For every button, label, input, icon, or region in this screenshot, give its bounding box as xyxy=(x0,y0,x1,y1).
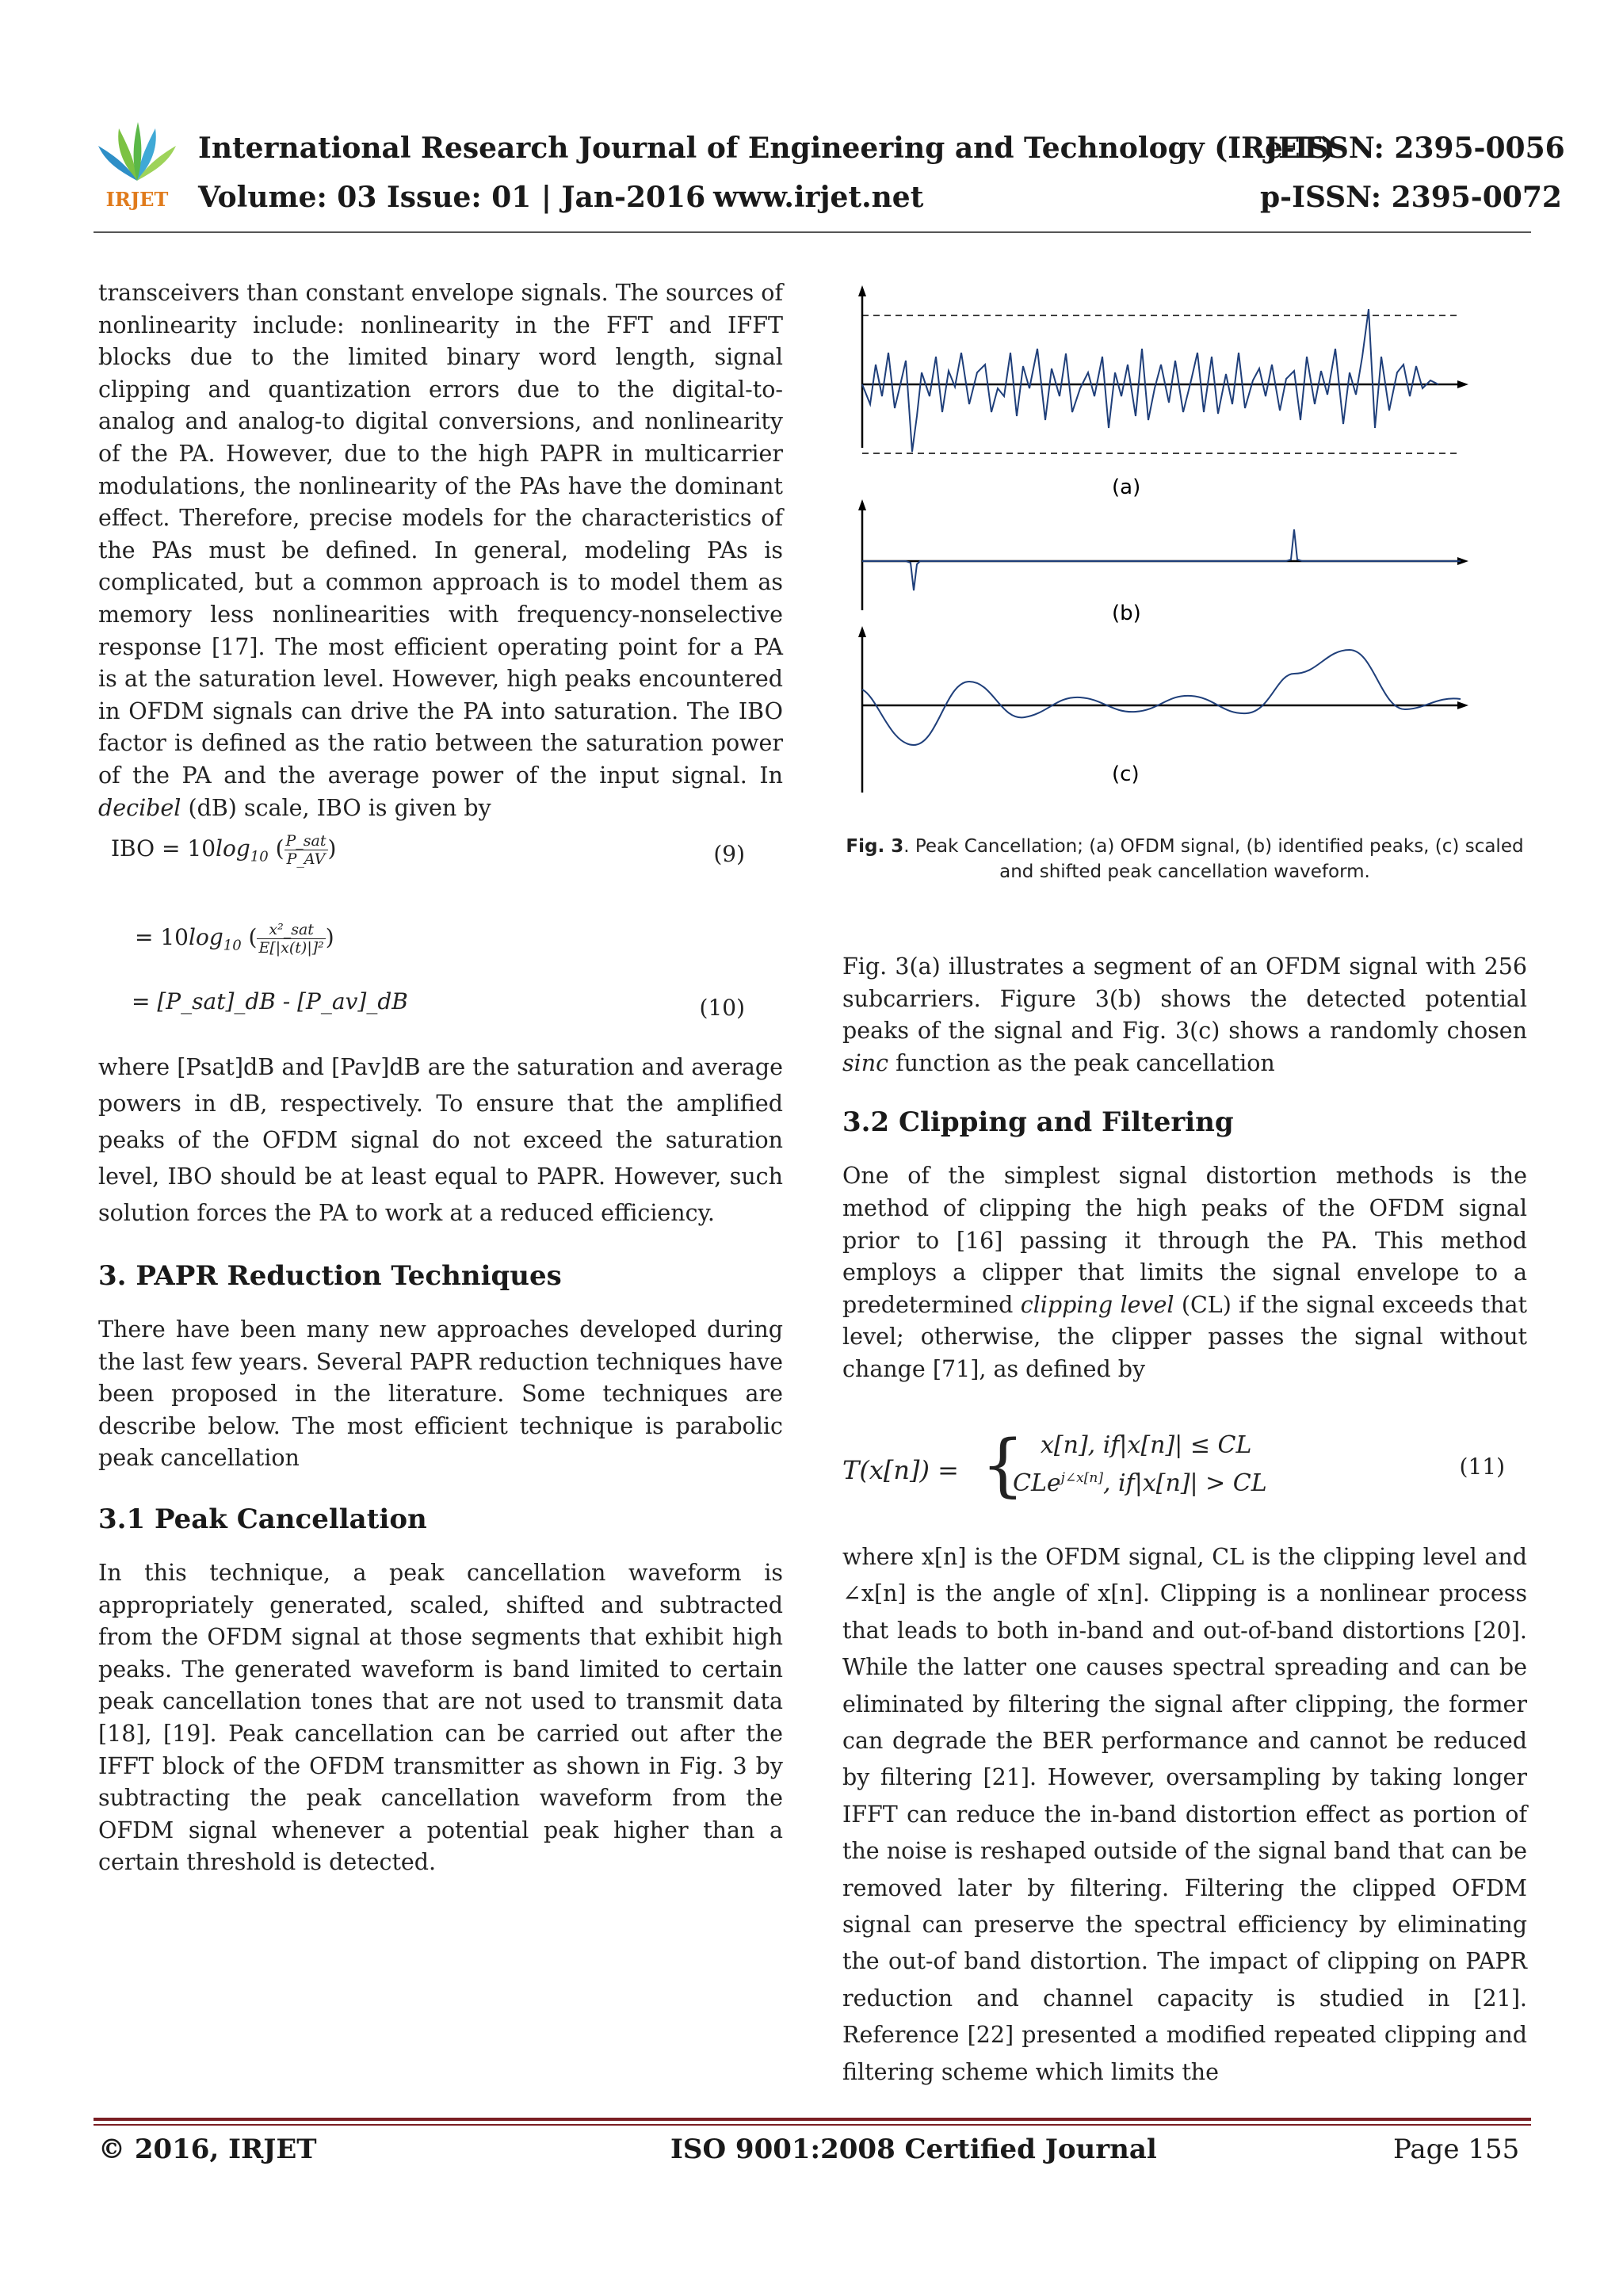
equation-9: IBO = $10\log_{10}$ ( $\frac{\text{P\_sat}}{P\_AV}$ ) (9) xyxy=(98,832,783,880)
panel-a xyxy=(858,285,1468,499)
volume-info: Volume: 03 Issue: 01 | Jan-2016 xyxy=(198,181,706,214)
axis-arrow xyxy=(858,499,866,510)
left-column xyxy=(98,277,783,1879)
panel-b xyxy=(858,499,1468,625)
irjet-logo xyxy=(94,119,181,214)
cancellation-waveform xyxy=(862,650,1461,745)
paragraph: In this technique, a peak cancellation waveform is appropriately generated, scaled, shifted and subtracted from the OFDM signal at those segments that exhibit high peaks. The generated waveform is band limited to certain peak cancellation tones that are not used to transmit data [18], [19]. Peak cancellation can be carried out after the IFFT block of the OFDM transmitter as shown in Fig. 3 by subtracting the peak cancellation waveform from the OFDM signal whenever a potential peak higher than a certain threshold is detected. xyxy=(98,1560,783,1876)
journal-title: International Research Journal of Engineering and Technology (IRJET) xyxy=(198,132,1335,165)
equation-number: (11) xyxy=(1459,1454,1505,1480)
equation-number: (10) xyxy=(699,995,745,1022)
figure-caption: Fig. 3. Peak Cancellation; (a) OFDM signal, (b) identified peaks, (c) scaled and shifted peak cancellation waveform. xyxy=(846,836,1524,882)
equation-10a: = $10\log_{10}$ ( $\frac{\text{x²\_sat}}{\text{E[|x(t)|]²}}$ ) xyxy=(135,921,334,957)
identified-peaks xyxy=(862,529,1461,590)
fraction: $\frac{\text{x²\_sat}}{\text{E[|x(t)|]²}}$ xyxy=(258,921,324,957)
panel-label: (b) xyxy=(1112,602,1141,625)
section-heading: 3. PAPR Reduction Techniques xyxy=(98,1260,562,1293)
eissn: e-ISSN: 2395-0056 xyxy=(1265,132,1565,165)
right-column xyxy=(842,951,1527,1386)
paragraph: Fig. 3(a) illustrates a segment of an OFDM signal with 256 subcarriers. Figure 3(b) shows the detected potential peaks of the signal and Fig. 3(c) shows a randomly chosen sinc function as the peak cancellation xyxy=(842,953,1527,1076)
axis-arrow xyxy=(1457,380,1468,388)
paragraph: where [Psat]dB and [Pav]dB are the saturation and average powers in dB, respectively. To ensure that the amplified peaks of the OFDM signal do not exceed the saturation level, IBO should be at least equal to PAPR. However, such solution forces the PA to work at a reduced efficiency. xyxy=(98,1054,783,1227)
pissn: p-ISSN: 2395-0072 xyxy=(1260,181,1562,214)
certification: ISO 9001:2008 Certified Journal xyxy=(670,2134,1157,2165)
copyright: © 2016, IRJET xyxy=(98,2134,317,2165)
section-heading: 3.2 Clipping and Filtering xyxy=(842,1106,1234,1139)
paragraph: transceivers than constant envelope signals. The sources of nonlinearity include: nonlinearity in the FFT and IFFT blocks due to the limited binary word length, signal clipping and quantization errors due to the digital-to-analog and analog-to digital conversions, and nonlinearity of the PA. However, due to the high PAPR in multicarrier modulations, the nonlinearity of the PAs have the dominant effect. Therefore, precise models for the characteristics of the PAs must be defined. In general, modeling PAs is complicated, but a common approach is to model them as memory less nonlinearities with frequency-nonselective response [17]. The most efficient operating point for a PA is at the saturation level. However, high peaks encountered in OFDM signals can drive the PA into saturation. The IBO factor is defined as the ratio between the saturation power of the PA and the average power of the input signal. In decibel (dB) scale, IBO is given by xyxy=(98,280,783,821)
footer-rule xyxy=(94,2118,1531,2121)
header-rule xyxy=(94,231,1531,233)
website-link[interactable]: www.irjet.net xyxy=(713,181,924,214)
page-number: Page 155 xyxy=(1393,2134,1520,2165)
equation-number: (9) xyxy=(713,841,745,868)
panel-c xyxy=(858,626,1468,793)
paragraph: One of the simplest signal distortion methods is the method of clipping the high peaks of the OFDM signal prior to [16] passing it through the PA. This method employs a clipper that limits the signal envelope to a predetermined clipping level (CL) if the signal exceeds that level; otherwise, the clipper passes the signal without change [71], as defined by xyxy=(842,1163,1528,1382)
ofdm-signal xyxy=(862,309,1438,452)
paragraph: There have been many new approaches developed during the last few years. Several PAPR reduction techniques have been proposed in the literature. Some techniques are describe below. The most efficient technique is parabolic peak cancellation xyxy=(98,1316,783,1472)
footer-rule xyxy=(94,2124,1531,2126)
figure-3 xyxy=(842,277,1527,832)
right-column-continued xyxy=(842,1539,1527,2091)
logo-text: IRJET xyxy=(105,188,169,211)
fraction: $\frac{\text{P\_sat}}{P\_AV}$ xyxy=(285,832,327,869)
panel-label: (c) xyxy=(1112,762,1140,786)
axis-arrow xyxy=(858,285,866,296)
axis-arrow xyxy=(1457,701,1468,709)
axis-arrow xyxy=(858,626,866,637)
brace: { xyxy=(981,1426,1025,1505)
section-heading: 3.1 Peak Cancellation xyxy=(98,1503,427,1536)
paragraph: where x[n] is the OFDM signal, CL is the clipping level and ∠x[n] is the angle of x[n]. Clipping is a nonlinear process that leads to both in-band and out-of-band distortions [20]. While the latter one causes spectral spreading and can be eliminated by filtering the signal after clipping, the former can degrade the BER performance and cannot be reduced by filtering [21]. However, oversampling by taking longer IFFT can reduce the in-band distortion effect as portion of the noise is reshaped outside of the signal band that can be removed later by filtering. Filtering the clipped OFDM signal can preserve the spectral efficiency by eliminating the out-of band distortion. The impact of clipping on PAPR reduction and channel capacity is studied in [21]. Reference [22] presented a modified repeated clipping and filtering scheme which limits the xyxy=(842,1544,1527,2085)
equation-10b: = [P_sat]_dB - [P_av]_dB (10) xyxy=(98,986,783,1033)
page-header xyxy=(94,111,1565,238)
panel-label: (a) xyxy=(1112,476,1141,499)
equation-11: T(x[n]) = { x[n], if|x[n]| ≤ CL CLe$^{j\angle x[n]}$, if|x[n]| > CL (11) xyxy=(842,1426,1505,1505)
